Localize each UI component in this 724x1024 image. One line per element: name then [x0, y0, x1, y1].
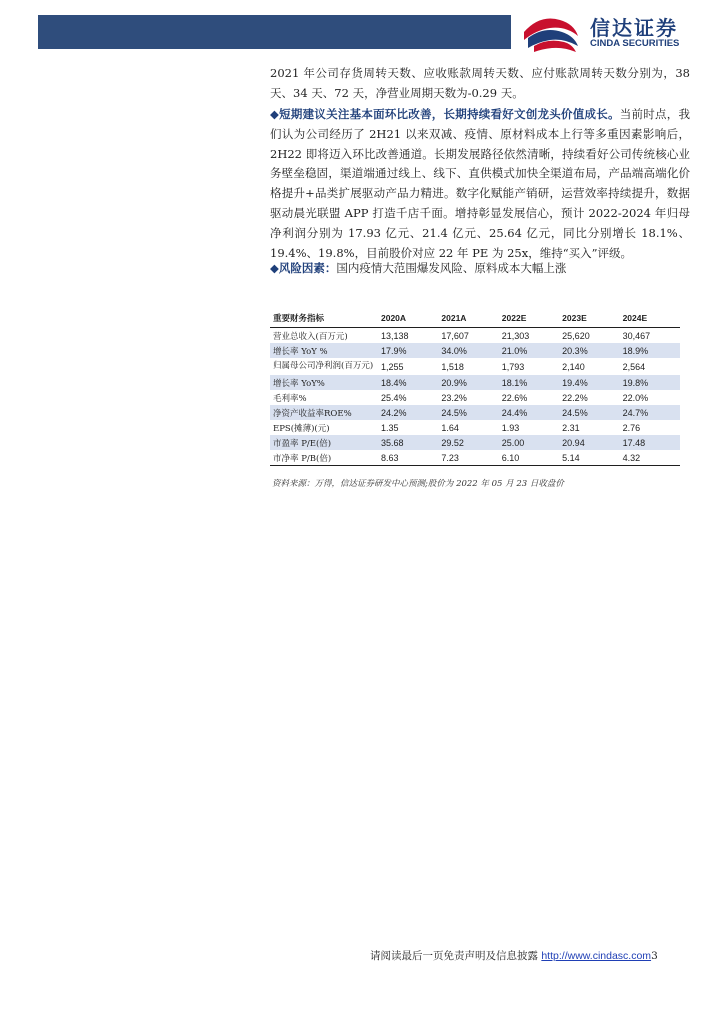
row-label: 市净率 P/B(倍)	[270, 450, 378, 466]
table-cell: 22.2%	[562, 392, 588, 403]
table-cell: 5.14	[559, 450, 619, 466]
table-row	[270, 343, 680, 358]
table-cell: 1,518	[441, 361, 464, 372]
table-cell: 20.3%	[559, 343, 619, 358]
table-cell: 24.4%	[499, 405, 559, 420]
paragraph-1-text: 2021 年公司存货周转天数、应收账款周转天数、应付账款周转天数分别为，38 天、34 天、72 天，净营业周期天数为-0.29 天。	[270, 66, 690, 100]
paragraph-3	[270, 259, 690, 279]
cinda-logo-icon	[520, 10, 584, 54]
table-cell: 21,303	[501, 330, 530, 341]
table-cell: 25,620	[562, 330, 590, 341]
logo-cn: 信达证券	[590, 16, 678, 40]
risk-text: 国内疫情大范围爆发风险、原料成本大幅上涨	[336, 261, 567, 275]
table-source-note: 资料来源：万得，信达证券研发中心预测;股价为 2022 年 05 月 23 日收盘价	[272, 479, 564, 489]
table-cell: 25.00	[499, 435, 559, 450]
table-cell: 1,793	[501, 361, 525, 372]
table-cell: 29.52	[438, 435, 498, 450]
row-label: EPS(摊薄)(元)	[273, 423, 330, 434]
table-cell: 24.5%	[559, 405, 619, 420]
row-label: 归属母公司净利润(百万元)	[273, 361, 374, 371]
table-row	[270, 390, 680, 405]
paragraph-2-heading: 短期建议关注基本面环比改善，长期持续看好文创龙头价值成长。	[279, 107, 620, 121]
cinda-logo	[520, 10, 700, 54]
table-cell: 2,564	[622, 361, 646, 372]
table-header-cell: 2021A	[438, 310, 498, 328]
table-cell: 1.64	[441, 422, 459, 433]
table-row	[270, 435, 680, 450]
table-cell: 7.23	[438, 450, 498, 466]
table-cell: 19.8%	[620, 375, 680, 390]
paragraph-1	[270, 64, 690, 104]
table-cell: 17,607	[441, 330, 469, 341]
paragraph-2	[270, 105, 690, 263]
table-header-cell: 2023E	[559, 310, 619, 328]
diamond-bullet-icon: ◆	[270, 261, 279, 275]
table-cell: 24.7%	[620, 405, 680, 420]
paragraph-2-text: 当前时点，我们认为公司经历了 2H21 以来双减、疫情、原材料成本上行等多重因素影响后，2H22 即将迈入环比改善通道。长期发展路径依然清晰，持续看好公司传统核心业务壁垒稳固，渠道端通过线上、线下、直供模式加快全渠道布局，产品端高端化价格提升+品类扩展驱动产品力精进。数字化赋能产销研，运营效率持续提升，数据驱动晨光联盟 APP 打造千店千面。增持彰显发展信心，预计 2022-2024 年归母净利润分别为 17.93 亿元、21.4 亿元、25.64 亿元，同比分别增长 18.1%、19.4%、19.8%，目前股价对应 22 年 PE 为 25x，维持“买入”评级。	[270, 107, 690, 260]
table-header-row	[270, 310, 680, 328]
table-row	[270, 450, 680, 466]
table-cell: 8.63	[378, 450, 438, 466]
table-row	[270, 375, 680, 390]
table-cell: 18.4%	[378, 375, 438, 390]
table-row	[270, 358, 680, 375]
table-cell: 13,138	[381, 330, 409, 341]
table-cell: 2.76	[622, 422, 641, 433]
website-link[interactable]: http://www.cindasc.com	[541, 950, 652, 962]
table-cell: 20.94	[559, 435, 619, 450]
page-footer	[370, 948, 658, 963]
table-cell: 1.35	[381, 422, 399, 433]
row-label: 市盈率 P/E(倍)	[270, 435, 378, 450]
table-cell: 25.4%	[381, 392, 407, 403]
financial-metrics-table	[270, 310, 680, 466]
table-cell: 18.1%	[499, 375, 559, 390]
table-cell: 22.0%	[622, 392, 649, 403]
table-cell: 17.48	[620, 435, 680, 450]
table-cell: 24.2%	[378, 405, 438, 420]
risk-heading: 风险因素：	[278, 261, 337, 275]
row-label: 增长率 YoY%	[270, 375, 378, 390]
table-header-cell: 重要财务指标	[270, 310, 378, 328]
header-bar	[38, 15, 511, 49]
table-cell: 30,467	[622, 330, 651, 341]
table-cell: 17.9%	[378, 343, 438, 358]
table-cell: 22.6%	[501, 392, 528, 403]
disclaimer-text: 请阅读最后一页免责声明及信息披露	[370, 950, 542, 962]
table-cell: 35.68	[378, 435, 438, 450]
page-number: 3	[651, 950, 658, 962]
table-cell: 21.0%	[499, 343, 559, 358]
table-cell: 34.0%	[438, 343, 498, 358]
table-row	[270, 420, 680, 435]
table-cell: 1,255	[381, 361, 404, 372]
logo-en: CINDA SECURITIES	[590, 38, 680, 49]
table-header-cell: 2024E	[620, 310, 680, 328]
row-label: 营业总收入(百万元)	[273, 331, 348, 342]
table-cell: 2,140	[562, 361, 585, 372]
row-label: 净资产收益率ROE%	[270, 405, 378, 420]
table-cell: 4.32	[620, 450, 680, 466]
table-cell: 24.5%	[438, 405, 498, 420]
table-row	[270, 328, 680, 344]
table-cell: 19.4%	[559, 375, 619, 390]
diamond-bullet-icon: ◆	[270, 107, 280, 121]
row-label: 增长率 YoY %	[270, 343, 378, 358]
table-cell: 6.10	[499, 450, 559, 466]
table-header-cell: 2022E	[499, 310, 559, 328]
table-cell: 18.9%	[620, 343, 680, 358]
table-cell: 2.31	[562, 422, 580, 433]
table-row	[270, 405, 680, 420]
row-label: 毛利率%	[273, 393, 307, 404]
table-header-cell: 2020A	[378, 310, 438, 328]
table-cell: 20.9%	[438, 375, 498, 390]
table-cell: 1.93	[501, 422, 520, 433]
table-cell: 23.2%	[441, 392, 467, 403]
